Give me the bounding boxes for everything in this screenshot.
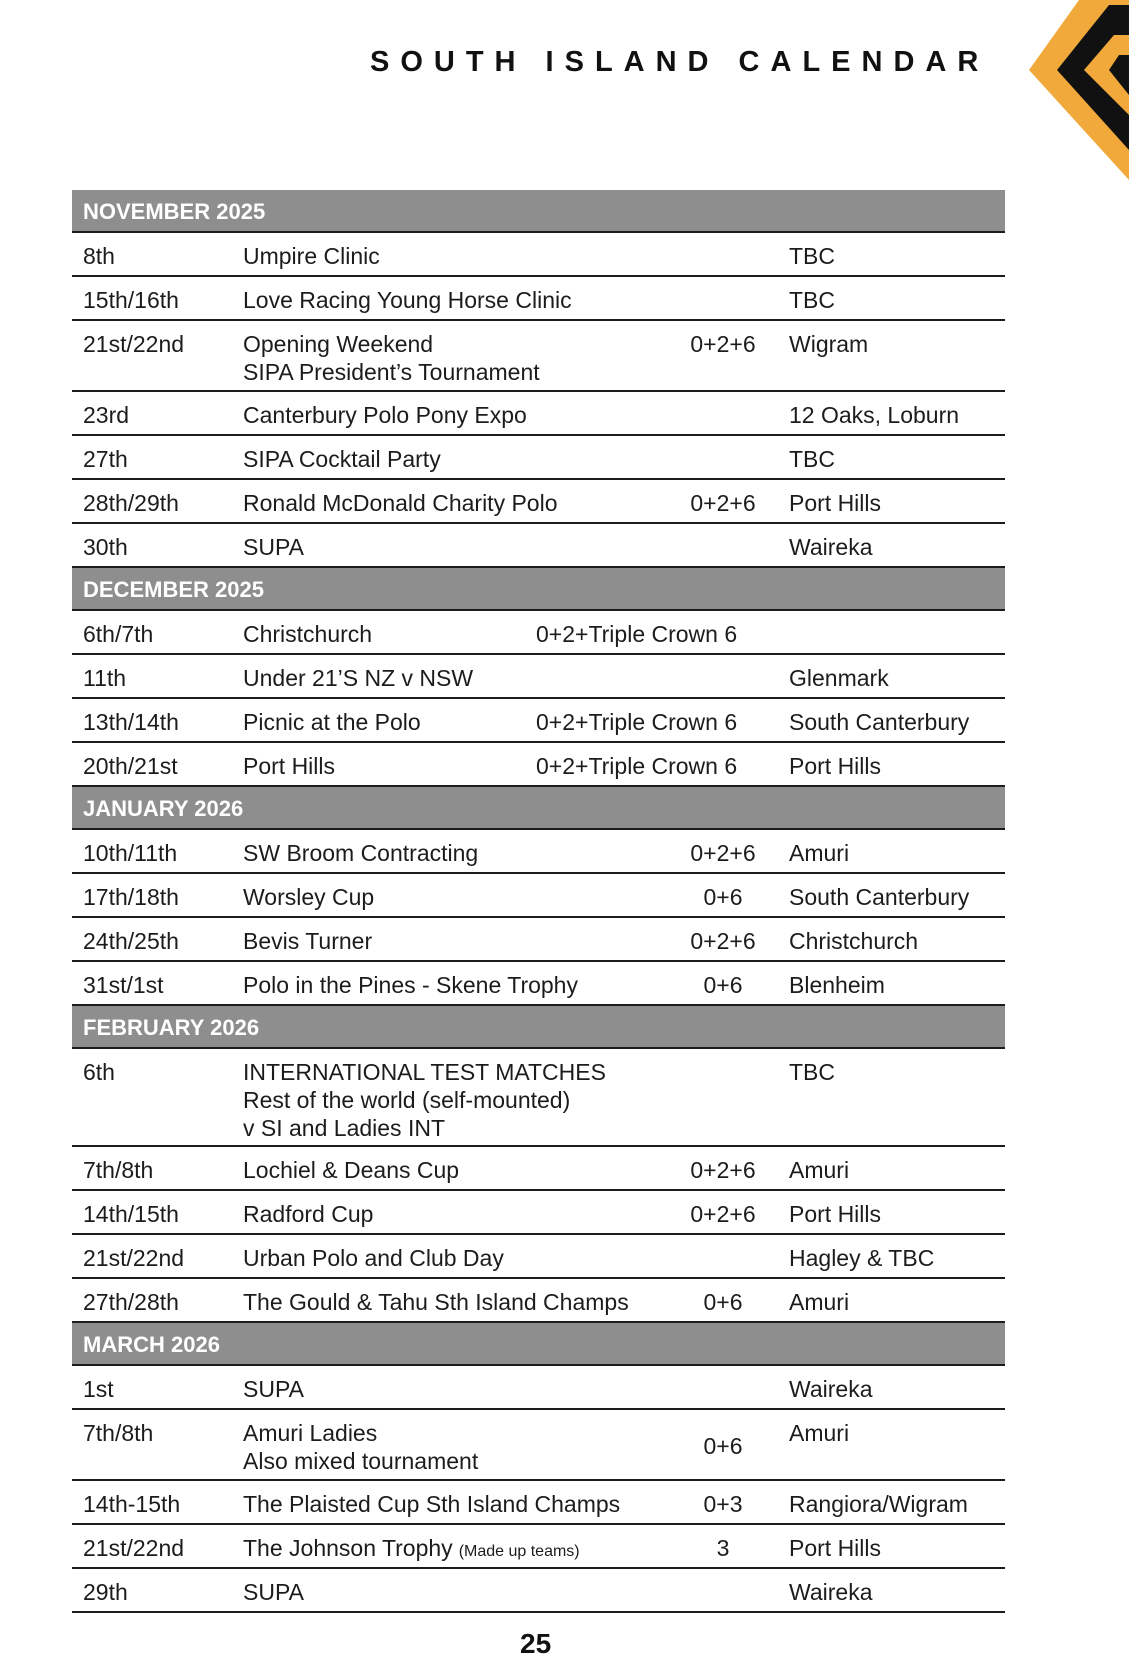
event-date: 6th (83, 1059, 115, 1085)
calendar-row (72, 321, 1005, 392)
event-name (243, 927, 372, 955)
event-name (243, 1288, 629, 1316)
event-line: Love Racing Young Horse Clinic (243, 287, 572, 313)
calendar-row (72, 1147, 1005, 1191)
event-venue: Amuri (789, 840, 850, 866)
calendar-row (72, 1191, 1005, 1235)
calendar-row (72, 743, 1005, 787)
calendar-row (72, 918, 1005, 962)
event-date: 15th/16th (83, 287, 179, 313)
event-line: INTERNATIONAL TEST MATCHES (243, 1059, 606, 1085)
event-name (243, 839, 478, 867)
calendar-row (72, 1410, 1005, 1481)
calendar-row (72, 1235, 1005, 1279)
event-date: 23rd (83, 402, 130, 428)
calendar-row (72, 611, 1005, 655)
event-name (243, 242, 380, 270)
event-line: Amuri Ladies (243, 1420, 378, 1446)
calendar-row (72, 1049, 1005, 1147)
event-line: Polo in the Pines - Skene Trophy (243, 972, 578, 998)
event-date: 24th/25th (83, 928, 179, 954)
calendar-row (72, 1481, 1005, 1525)
event-line: Rest of the world (self-mounted) (243, 1087, 571, 1113)
event-name (243, 971, 578, 999)
event-format: 0+6 (703, 1433, 743, 1459)
calendar-row (72, 699, 1005, 743)
calendar-row (72, 1569, 1005, 1613)
event-line: Picnic at the Polo (243, 709, 421, 735)
event-name (243, 664, 473, 692)
event-venue: Amuri (789, 1289, 850, 1315)
page-number: 25 (520, 1628, 552, 1659)
event-line: SW Broom Contracting (243, 840, 479, 866)
event-name (243, 1375, 304, 1403)
event-date: 13th/14th (83, 709, 179, 735)
event-line: SUPA (243, 1376, 304, 1402)
event-venue: Port Hills (789, 1201, 882, 1227)
event-line: Urban Polo and Club Day (243, 1245, 504, 1271)
event-date: 21st/22nd (83, 1245, 185, 1271)
event-date: 27th (83, 446, 128, 472)
event-format: 3 (716, 1535, 730, 1561)
event-venue: Amuri (789, 1157, 850, 1183)
event-venue: TBC (789, 243, 835, 269)
event-line: SUPA (243, 1579, 304, 1605)
event-line: Port Hills (243, 753, 336, 779)
event-venue: TBC (789, 446, 835, 472)
event-format: 0+2+6 (690, 490, 756, 516)
event-name (243, 1244, 504, 1272)
event-line: SIPA Cocktail Party (243, 446, 441, 472)
event-venue: Port Hills (789, 490, 882, 516)
event-date: 14th-15th (83, 1491, 181, 1517)
calendar-row (72, 1279, 1005, 1323)
event-line: Worsley Cup (243, 884, 375, 910)
event-line: The Gould & Tahu Sth Island Champs (243, 1289, 629, 1315)
event-venue: Rangiora/Wigram (789, 1491, 968, 1517)
event-line: Opening Weekend (243, 331, 434, 357)
event-line (243, 1534, 580, 1566)
event-venue: Port Hills (789, 753, 882, 779)
event-date: 20th/21st (83, 753, 178, 779)
event-venue: Waireka (789, 534, 873, 560)
event-line: Radford Cup (243, 1201, 374, 1227)
event-date: 10th/11th (83, 840, 178, 866)
calendar-row (72, 277, 1005, 321)
event-date: 6th/7th (83, 621, 154, 647)
event-line: Under 21’S NZ v NSW (243, 665, 474, 691)
event-format: 0+3 (703, 1491, 743, 1517)
event-name (243, 401, 527, 429)
calendar-row (72, 524, 1005, 568)
event-format: 0+2+6 (690, 928, 756, 954)
calendar-row (72, 436, 1005, 480)
event-name (243, 286, 572, 314)
event-name (243, 1490, 620, 1518)
calendar-row (72, 962, 1005, 1006)
event-format: 0+2+Triple Crown 6 (536, 621, 738, 647)
event-line: Lochiel & Deans Cup (243, 1157, 460, 1183)
event-line: Ronald McDonald Charity Polo (243, 490, 558, 516)
event-name (243, 708, 421, 736)
event-format: 0+6 (703, 1289, 743, 1315)
event-line: Umpire Clinic (243, 243, 380, 269)
event-date: 14th/15th (83, 1201, 179, 1227)
event-date: 29th (83, 1579, 128, 1605)
calendar-row (72, 480, 1005, 524)
event-date: 27th/28th (83, 1289, 179, 1315)
event-name (243, 1578, 304, 1606)
calendar-row (72, 874, 1005, 918)
month-header: DECEMBER 2025 (72, 568, 1005, 611)
event-format: 0+2+6 (690, 1201, 756, 1227)
event-venue: Wigram (789, 331, 869, 357)
event-date: 30th (83, 534, 128, 560)
event-date: 1st (83, 1376, 114, 1402)
event-date: 21st/22nd (83, 331, 185, 357)
event-date: 7th/8th (83, 1157, 154, 1183)
event-venue: Christchurch (789, 928, 919, 954)
event-venue: Waireka (789, 1579, 873, 1605)
event-venue: South Canterbury (789, 709, 970, 735)
event-format: 0+2+6 (690, 840, 756, 866)
calendar-row (72, 1525, 1005, 1569)
event-name (243, 752, 335, 780)
event-name (243, 1534, 580, 1566)
event-name (243, 1419, 478, 1475)
event-format: 0+2+6 (690, 1157, 756, 1183)
event-venue: Amuri (789, 1420, 850, 1446)
calendar-row (72, 392, 1005, 436)
event-format: 0+2+Triple Crown 6 (536, 709, 738, 735)
event-line: v SI and Ladies INT (243, 1115, 445, 1141)
event-name (243, 445, 441, 473)
event-venue: Hagley & TBC (789, 1245, 935, 1271)
event-venue: South Canterbury (789, 884, 970, 910)
event-name (243, 620, 372, 648)
calendar-row (72, 1366, 1005, 1410)
event-format: 0+6 (703, 972, 743, 998)
calendar-row (72, 830, 1005, 874)
event-venue: Glenmark (789, 665, 889, 691)
event-date: 31st/1st (83, 972, 164, 998)
event-format: 0+6 (703, 884, 743, 910)
event-name (243, 489, 558, 517)
event-venue: Port Hills (789, 1535, 882, 1561)
event-line: Bevis Turner (243, 928, 373, 954)
event-date: 11th (83, 665, 127, 691)
event-note: (Made up teams) (458, 1543, 580, 1560)
event-line: Also mixed tournament (243, 1448, 479, 1474)
page-title: SOUTH ISLAND CALENDAR (370, 46, 990, 78)
event-date: 21st/22nd (83, 1535, 185, 1561)
event-name (243, 1156, 459, 1184)
month-header: JANUARY 2026 (72, 787, 1005, 830)
event-venue: TBC (789, 1059, 835, 1085)
event-name (243, 330, 540, 386)
event-format: 0+2+6 (690, 331, 756, 357)
event-date: 17th/18th (83, 884, 179, 910)
event-line: SIPA President’s Tournament (243, 359, 540, 385)
month-header: NOVEMBER 2025 (72, 190, 1005, 233)
event-date: 8th (83, 243, 115, 269)
event-name (243, 1200, 373, 1228)
event-line: SUPA (243, 534, 304, 560)
event-venue: TBC (789, 287, 835, 313)
event-date: 7th/8th (83, 1420, 154, 1446)
event-line: Christchurch (243, 621, 373, 647)
event-format: 0+2+Triple Crown 6 (536, 753, 738, 779)
event-date: 28th/29th (83, 490, 179, 516)
month-header: MARCH 2026 (72, 1323, 1005, 1366)
calendar-row (72, 233, 1005, 277)
event-line: The Plaisted Cup Sth Island Champs (243, 1491, 621, 1517)
event-name (243, 1058, 606, 1142)
calendar-row (72, 655, 1005, 699)
event-venue: Blenheim (789, 972, 885, 998)
event-name (243, 533, 304, 561)
calendar-table (72, 190, 1005, 1613)
event-venue: Waireka (789, 1376, 873, 1402)
month-header: FEBRUARY 2026 (72, 1006, 1005, 1049)
event-line: Canterbury Polo Pony Expo (243, 402, 527, 428)
corner-chevron-logo (1009, 0, 1129, 180)
event-venue: 12 Oaks, Loburn (789, 402, 960, 428)
event-title: The Johnson Trophy (243, 1535, 453, 1561)
event-name (243, 883, 374, 911)
